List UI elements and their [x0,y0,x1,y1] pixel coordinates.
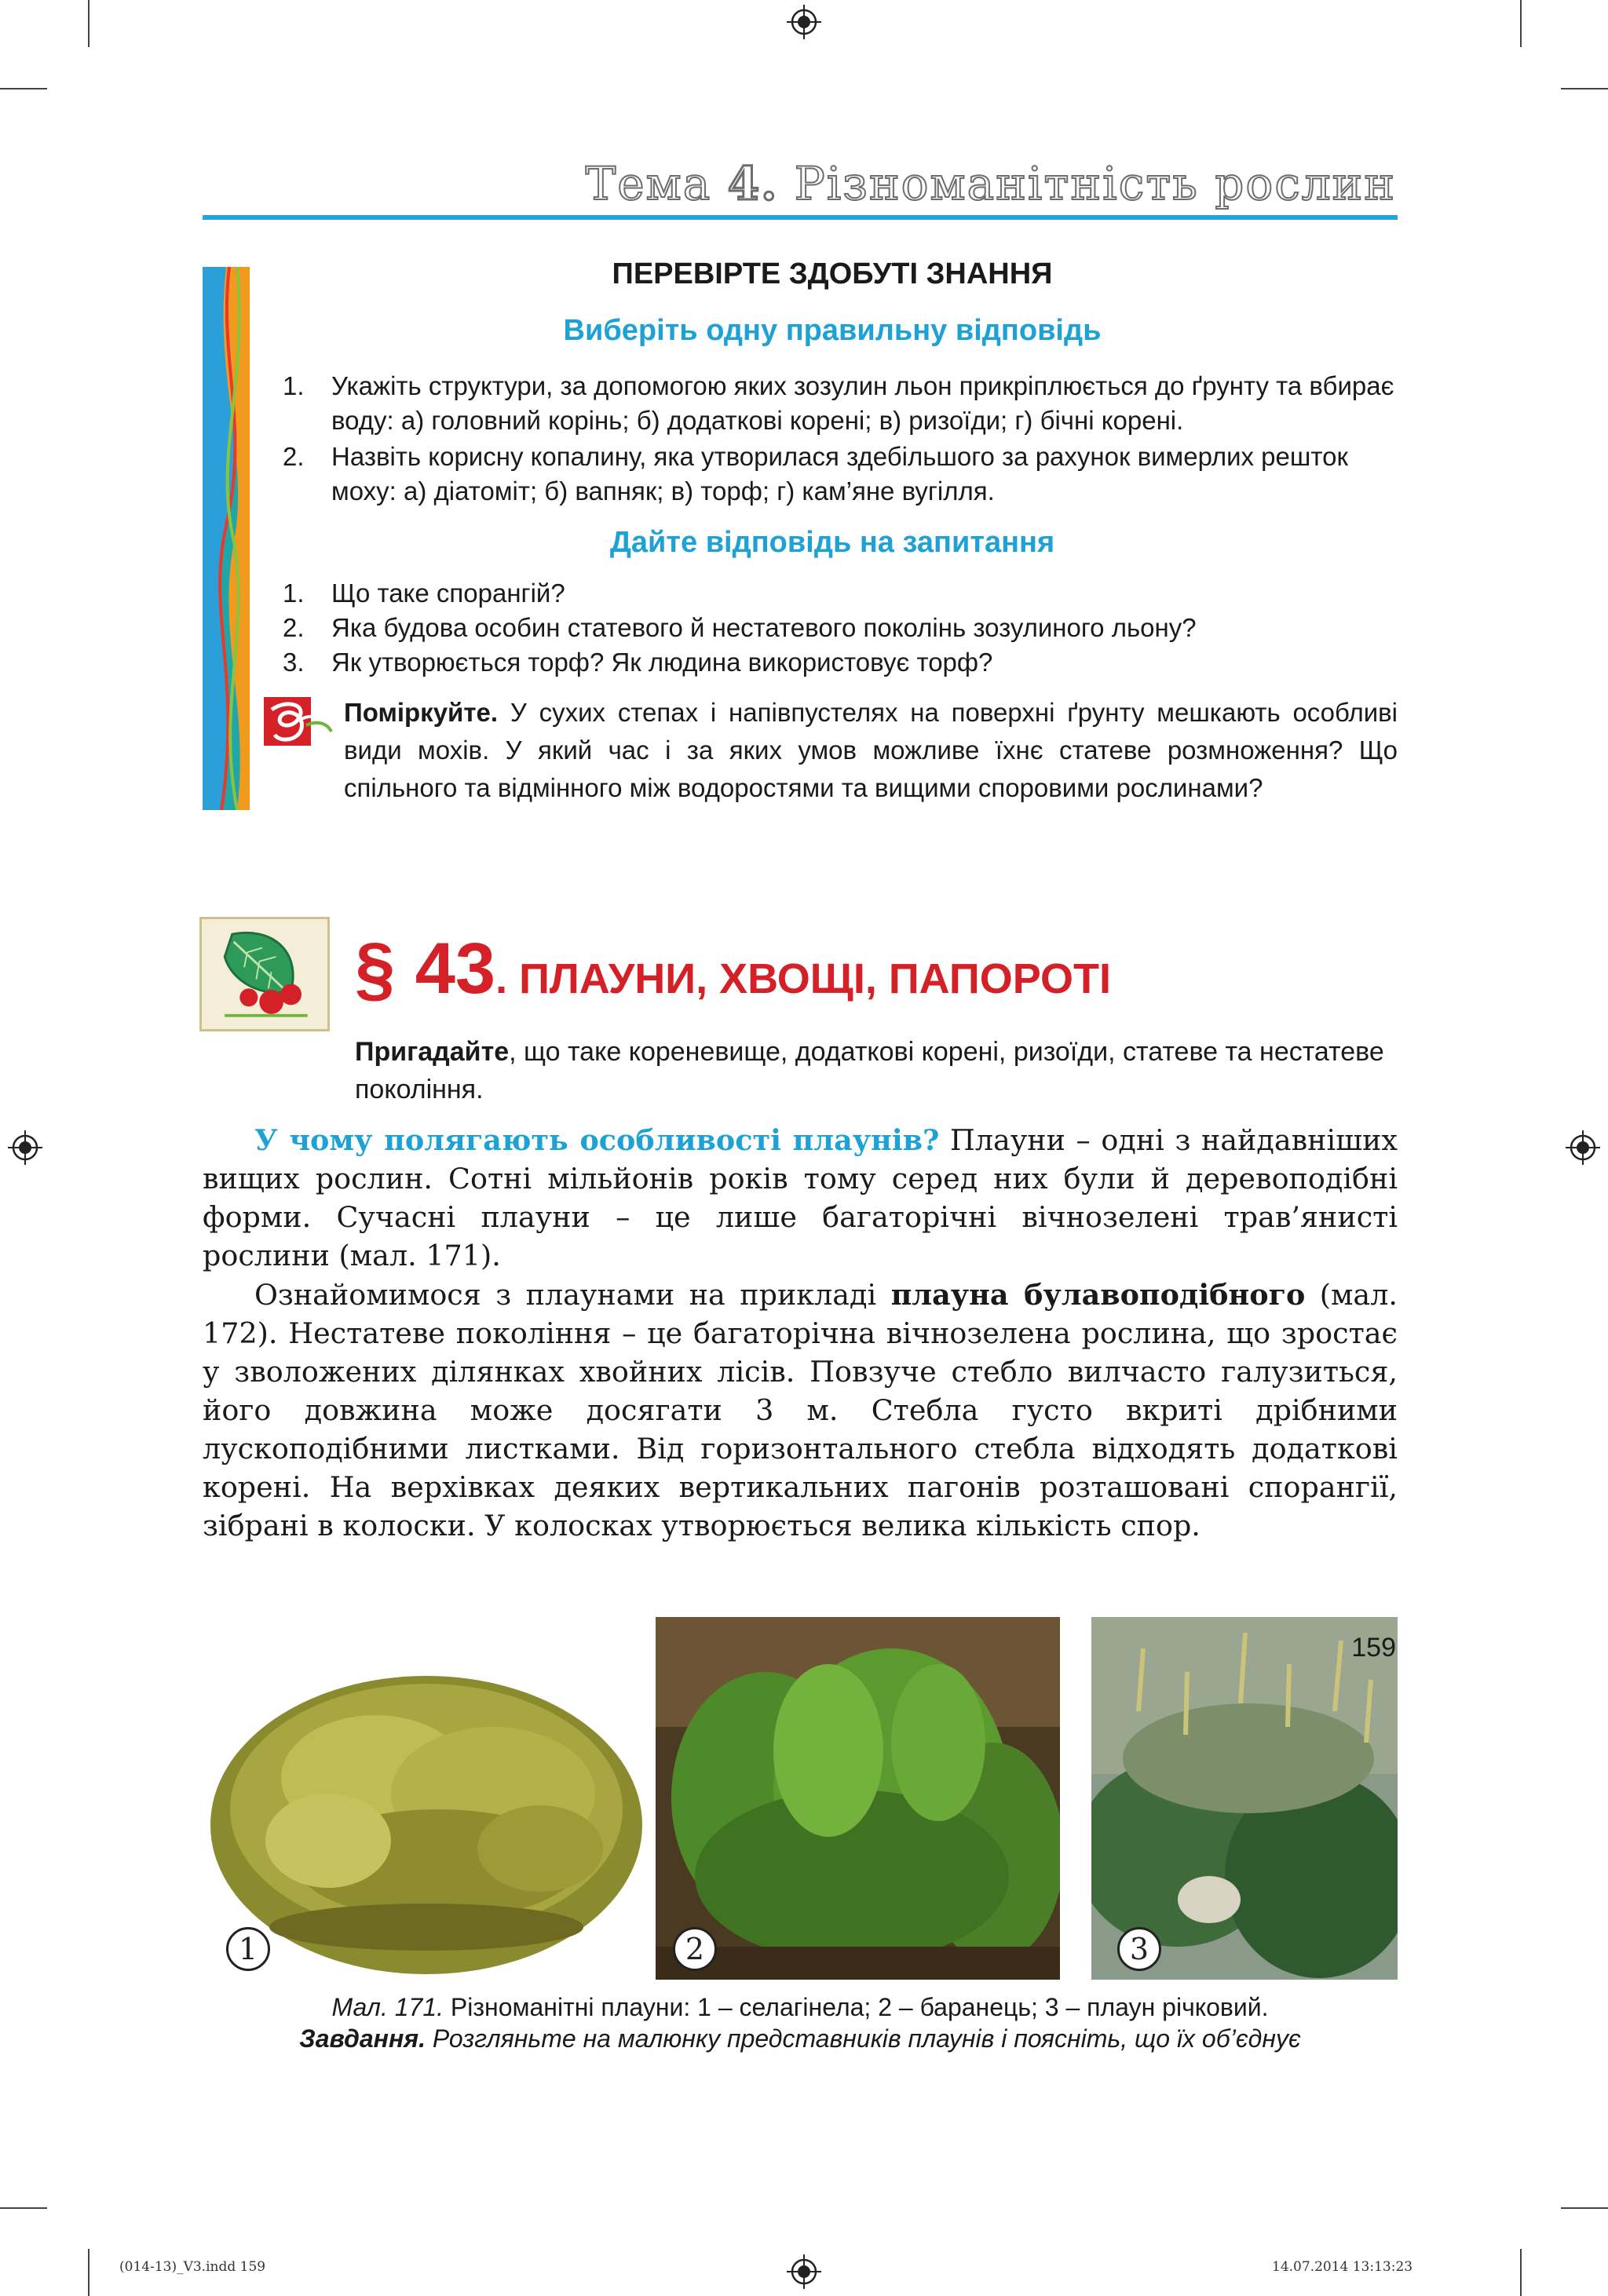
huperzia-photo [656,1617,1060,1980]
list-item: 3. Як утворюється торф? Як людина використовує торф? [283,648,993,677]
paragraph-heading: . ПЛАУНИ, ХВОЩІ, ПАПОРОТІ [495,955,1112,1002]
body-paragraph: Ознайомимося з плаунами на прикладі плауна булавоподібного (мал. 172). Нестатеве покоління – це багаторічна вічнозелена рослина, що зростає у зволожених ділянках хвойних лісів. Повзуче стебло вилчасто галузиться, його довжина може досягати 3 м. Стебла густо вкриті дрібними лускоподібними листками. Від горизонтального стебла відходять додаткові корені. На верхівках деяких вертикальних пагонів розташовані спорангії, зібрані в колоски. У колосках утворюється велика кількість спор. [203,1278,1398,1542]
remember-prompt: Пригадайте, що таке кореневище, додаткові корені, ризоїди, статеве та нестатеве покоління. [355,1037,1384,1104]
list-item: 1. Що таке спорангій? [283,579,565,608]
list-item: 2. Яка будова особин статевого й нестатевого поколінь зозулиного льону? [283,613,1197,642]
crop-mark [88,0,90,47]
crop-mark [1561,88,1608,89]
decorative-strip [203,267,250,810]
question-lead: У чому полягають особливості плаунів? [254,1123,940,1157]
choose-answer-title: Виберіть одну правильну відповідь [563,314,1102,347]
list-item: 2. Назвіть корисну копалину, яка утворилася здебільшого за рахунок вимерлих решток моху: а) діатоміт; б) вапняк; в) торф; г) кам’яне вугілля. [283,442,1348,506]
answer-questions-title: Дайте відповідь на запитання [609,526,1055,559]
think-task: Поміркуйте. У сухих степах і напівпустелях на поверхні ґрунту мешкають особливі види мохів. У який час і за яких умов можливе їхнє статеве розмноження? Що спільного та відмінного між водоростями та вищими споровими рослинами? [344,698,1398,802]
theme-title: Різноманітність рослин [794,157,1396,210]
lycopodium-photo [1091,1617,1398,1980]
selaginella-photo [203,1644,650,1982]
crop-mark [88,2249,90,2296]
think-icon [264,697,334,746]
figure-label: 3 [1117,1927,1161,1971]
figure-caption: Мал. 171. Різноманітні плауни: 1 – селагінела; 2 – баранець; 3 – плаун річковий. [331,1993,1269,2021]
figure-task: Завдання. Розгляньте на малюнку представників плаунів і поясніть, що їх об’єднує [299,2024,1301,2053]
theme-label: Тема [585,157,712,210]
crop-mark [1520,0,1522,47]
crop-mark [0,88,47,89]
theme-number: 4. [727,157,779,210]
registration-mark-icon [1566,1130,1600,1165]
figure-label: 2 [673,1927,717,1971]
slug-date: 14.07.2014 13:13:23 [1272,2259,1413,2275]
section-title: ПЕРЕВІРТЕ ЗДОБУТІ ЗНАННЯ [612,257,1053,290]
leaf-emblem-icon [199,917,330,1031]
registration-mark-icon [787,2254,821,2289]
body-paragraph: У чому полягають особливості плаунів? Плауни – одні з найдавніших вищих рослин. Сотні мільйонів років тому серед них були й деревоподібні форми. Сучасні плауни – це лише багаторічні вічнозелені трав’янисті рослини (мал. 171). [203,1123,1398,1272]
page-number: 159 [1351,1633,1396,1663]
paragraph-number: § 43 [355,929,496,1009]
header-rule [203,215,1398,220]
list-item: 1. Укажіть структури, за допомогою яких зозулин льон прикріплюється до ґрунту та вбирає воду: а) головний корінь; б) додаткові корені; в) ризоїди; г) бічні корені. [283,371,1394,435]
slug-file: (014-13)_V3.indd 159 [119,2259,266,2275]
crop-mark [1520,2249,1522,2296]
figure-label: 1 [226,1927,270,1971]
crop-mark [0,2207,47,2209]
running-head [586,157,1396,210]
paragraph-title [355,928,1111,1010]
crop-mark [1561,2207,1608,2209]
registration-mark-icon [8,1130,42,1165]
registration-mark-icon [787,5,821,39]
